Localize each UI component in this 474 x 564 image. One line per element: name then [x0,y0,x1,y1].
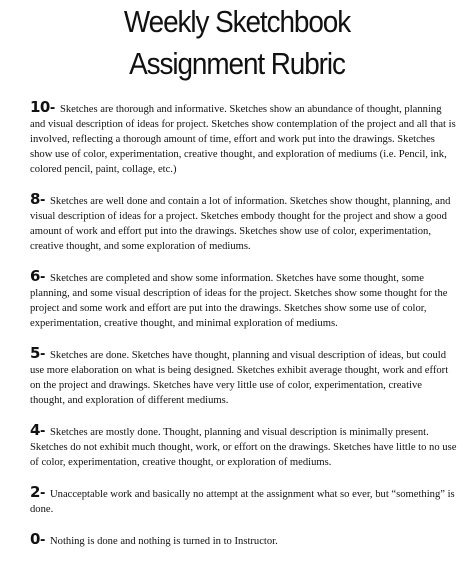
rubric-entry-10 [30,100,458,177]
rubric-entry-5 [30,346,458,408]
rubric-description: Sketches are completed and show some information. Sketches have some thought, some planning, and some visual description of ideas for the project. Sketches show some thought for the project and some work and effort are put into the drawings. Sketches show some use of color, experimentation, creative thought, and minimal exploration of mediums. [30,273,448,329]
score-label: 4 [30,421,40,439]
rubric-description: Unacceptable work and basically no attempt at the assignment what so ever, but “something” is done. [30,489,455,515]
page-title-line-2: Assignment Rubric [129,46,345,81]
rubric-entry-2 [30,485,458,517]
rubric-description: Sketches are mostly done. Thought, planning and visual description is minimally present. Sketches do not exhibit much thought, work, or effort on the drawings. Sketches have little to no use of color, experimentation, creative thought, or exploration of mediums. [30,427,457,468]
rubric-description: Nothing is done and nothing is turned in to Instructor. [50,536,278,547]
score-dash: - [39,347,46,362]
score-dash: - [39,533,46,548]
rubric-entry-6 [30,269,458,331]
score-label: 2 [30,483,40,501]
rubric-description: Sketches are thorough and informative. Sketches show an abundance of thought, planning and visual description of ideas for project. Sketches show contemplation of the project and all that is involved, reflecting a thorough amount of time, effort and work put into the drawings. Sketches show use of color, experimentation, creative thought, and exploration of mediums (i.e. Pencil, ink, colored pencil, paint, collage, etc.) [30,104,456,175]
rubric-description: Sketches are done. Sketches have thought, planning and visual description of ideas, but could use more elaboration on what is being designed. Sketches exhibit average thought, work and effort on the project and drawings. Sketches have very little use of color, experimentation, creative thought, and exploration of different mediums. [30,350,449,406]
rubric-list [30,100,458,564]
score-label: 6 [30,267,40,285]
page-title-line-1: Weekly Sketchbook [123,4,351,39]
score-label: 8 [30,190,40,208]
rubric-entry-0 [30,532,458,549]
score-dash: - [49,101,56,116]
score-dash: - [39,193,46,208]
score-dash: - [39,424,46,439]
score-label: 0 [30,530,40,548]
score-label: 5 [30,344,40,362]
rubric-description: Sketches are well done and contain a lot of information. Sketches show thought, planning, and visual description of ideas for a project. Sketches embody thought for the project and show a good amount of work and effort put into the drawings. Sketches show use of color, experimentation, creative thought, and some exploration of mediums. [30,196,451,252]
rubric-entry-8 [30,192,458,254]
score-label: 10 [30,98,50,116]
score-dash: - [39,486,46,501]
score-dash: - [39,270,46,285]
rubric-entry-4 [30,423,458,470]
